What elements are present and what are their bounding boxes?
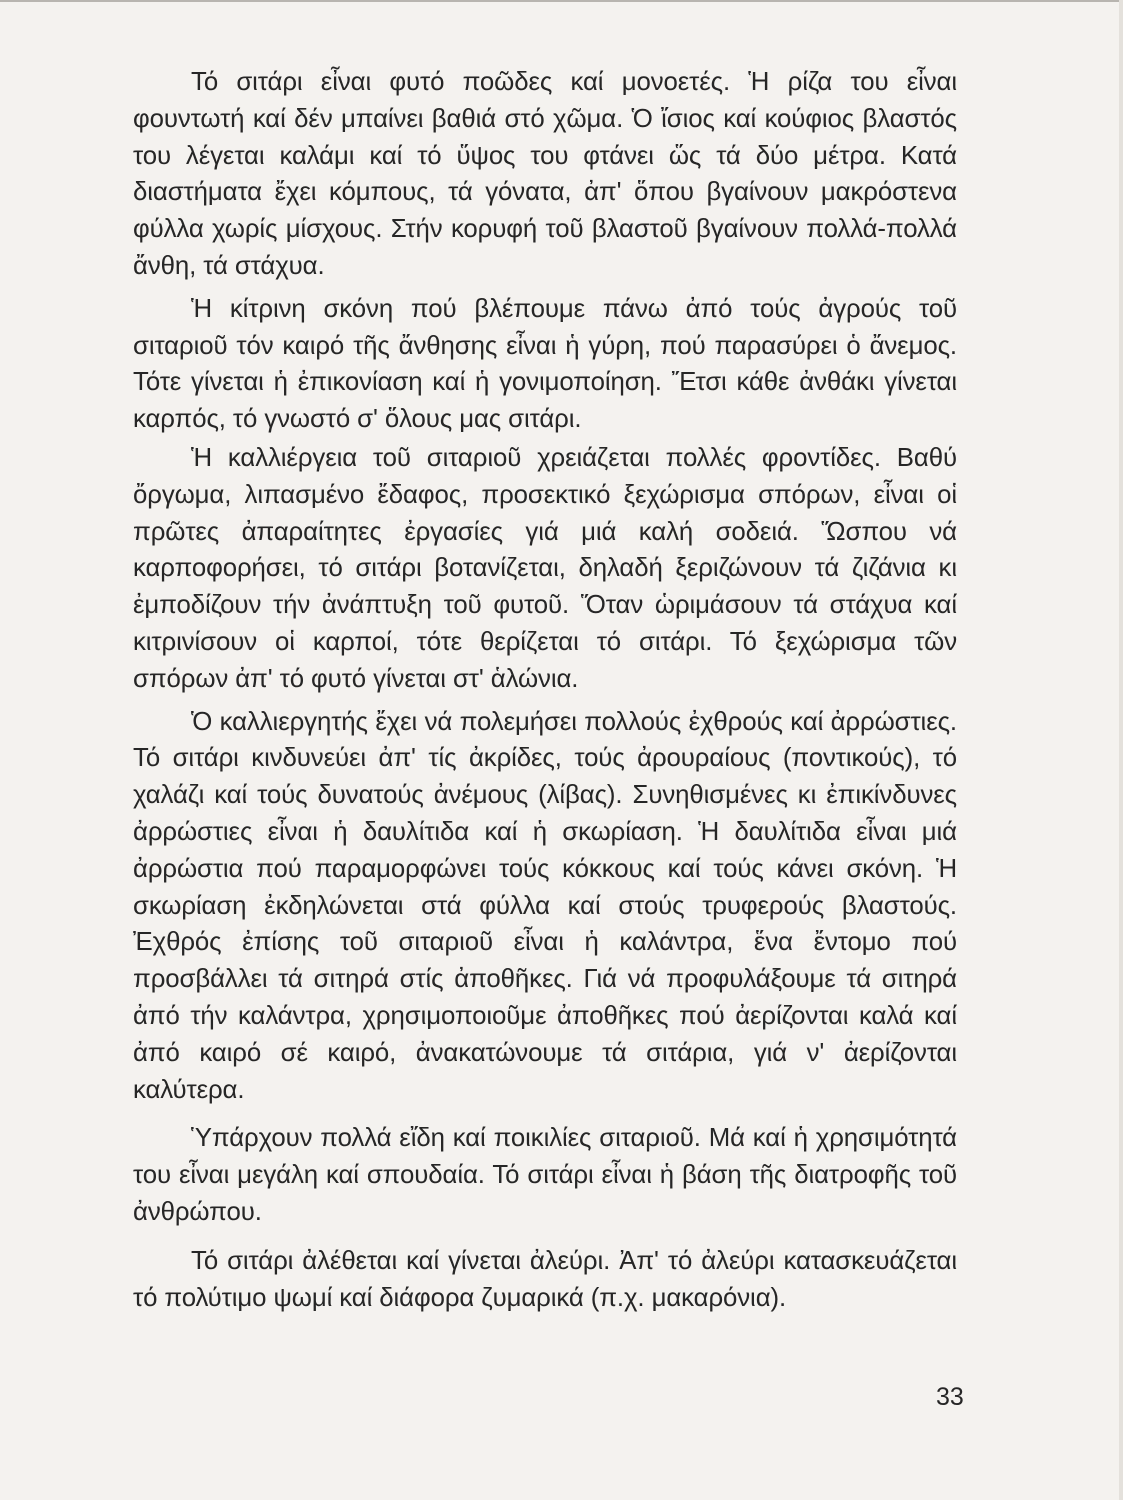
body-text	[133, 64, 957, 1316]
paragraph-enemies-diseases: Ὁ καλλιεργητής ἔχει νά πολεμήσει πολλούς ἐχθρούς καί ἀρρώστιες. Τό σιτάρι κινδυνεύει ἀπ' τίς ἀκρίδες, τούς ἀρουραίους (ποντικούς), τό χαλάζι καί τούς δυνατούς ἀνέμους (λίβας). Συνηθισμένες κι ἐπικίνδυνες ἀρρώστιες εἶναι ἡ δαυλίτιδα καί ἡ σκωρίαση. Ἡ δαυλίτιδα εἶναι μιά ἀρρώστια πού παραμορφώνει τούς κόκκους καί τούς κάνει σκόνη. Ἡ σκωρίαση ἐκδηλώνεται στά φύλλα καί στούς τρυφερούς βλαστούς. Ἐχθρός ἐπίσης τοῦ σιταριοῦ εἶναι ἡ καλάντρα, ἕνα ἔντομο πού προσβάλλει τά σιτηρά στίς ἀποθῆκες. Γιά νά προφυλάξουμε τά σιτηρά ἀπό τήν καλάντρα, χρησιμοποιοῦμε ἀποθῆκες πού ἀερίζονται καλά καί ἀπό καιρό σέ καιρό, ἀνακατώνουμε τά σιτάρια, γιά ν' ἀερίζονται καλύτερα.	[133, 707, 957, 1104]
paragraph-plant-description: Τό σιτάρι εἶναι φυτό ποῶδες καί μονοετές. Ἡ ρίζα του εἶναι φουντωτή καί δέν μπαίνει βαθιά στό χῶμα. Ὁ ἴσιος καί κούφιος βλαστός του λέγεται καλάμι καί τό ὕψος του φτάνει ὥς τά δύο μέτρα. Κατά διαστήματα ἔχει κόμπους, τά γόνατα, ἀπ' ὅπου βγαίνουν μακρόστενα φύλλα χωρίς μίσχους. Στήν κορυφή τοῦ βλαστοῦ βγαίνουν πολλά-πολλά ἄνθη, τά στάχυα.	[133, 68, 957, 280]
page-top-edge	[0, 0, 1123, 2]
paragraph-varieties-usefulness: Ὑπάρχουν πολλά εἴδη καί ποικιλίες σιταριοῦ. Μά καί ἡ χρησιμότητά του εἶναι μεγάλη καί σπουδαία. Τό σιτάρι εἶναι ἡ βάση τῆς διατροφῆς τοῦ ἀνθρώπου.	[133, 1124, 957, 1226]
page-number: 33	[936, 1383, 964, 1411]
paragraph-flour-bread: Τό σιτάρι ἀλέθεται καί γίνεται ἀλεύρι. Ἀπ' τό ἀλεύρι κατασκευάζεται τό πολύτιμο ψωμί καί διάφορα ζυμαρικά (π.χ. μακαρόνια).	[133, 1246, 957, 1312]
paragraph-cultivation: Ἡ καλλιέργεια τοῦ σιταριοῦ χρειάζεται πολλές φροντίδες. Βαθύ ὄργωμα, λιπασμένο ἔδαφος, προσεκτικό ξεχώρισμα σπόρων, εἶναι οἱ πρῶτες ἀπαραίτητες ἐργασίες γιά μιά καλή σοδειά. Ὥσπου νά καρποφορήσει, τό σιτάρι βοτανίζεται, δηλαδή ξεριζώνουν τά ζιζάνια κι ἐμποδίζουν τήν ἀνάπτυξη τοῦ φυτοῦ. Ὅταν ὡριμάσουν τά στάχυα καί κιτρινίσουν οἱ καρποί, τότε θερίζεται τό σιτάρι. Τό ξεχώρισμα τῶν σπόρων ἀπ' τό φυτό γίνεται στ' ἁλώνια.	[133, 443, 957, 693]
paragraph-pollination: Ἡ κίτρινη σκόνη πού βλέπουμε πάνω ἀπό τούς ἀγρούς τοῦ σιταριοῦ τόν καιρό τῆς ἄνθησης εἶναι ἡ γύρη, πού παρασύρει ὁ ἄνεμος. Τότε γίνεται ἡ ἐπικονίαση καί ἡ γονιμοποίηση. Ἔτσι κάθε ἀνθάκι γίνεται καρπός, τό γνωστό σ' ὅλους μας σιτάρι.	[133, 294, 957, 434]
page-right-edge	[1119, 0, 1123, 1500]
